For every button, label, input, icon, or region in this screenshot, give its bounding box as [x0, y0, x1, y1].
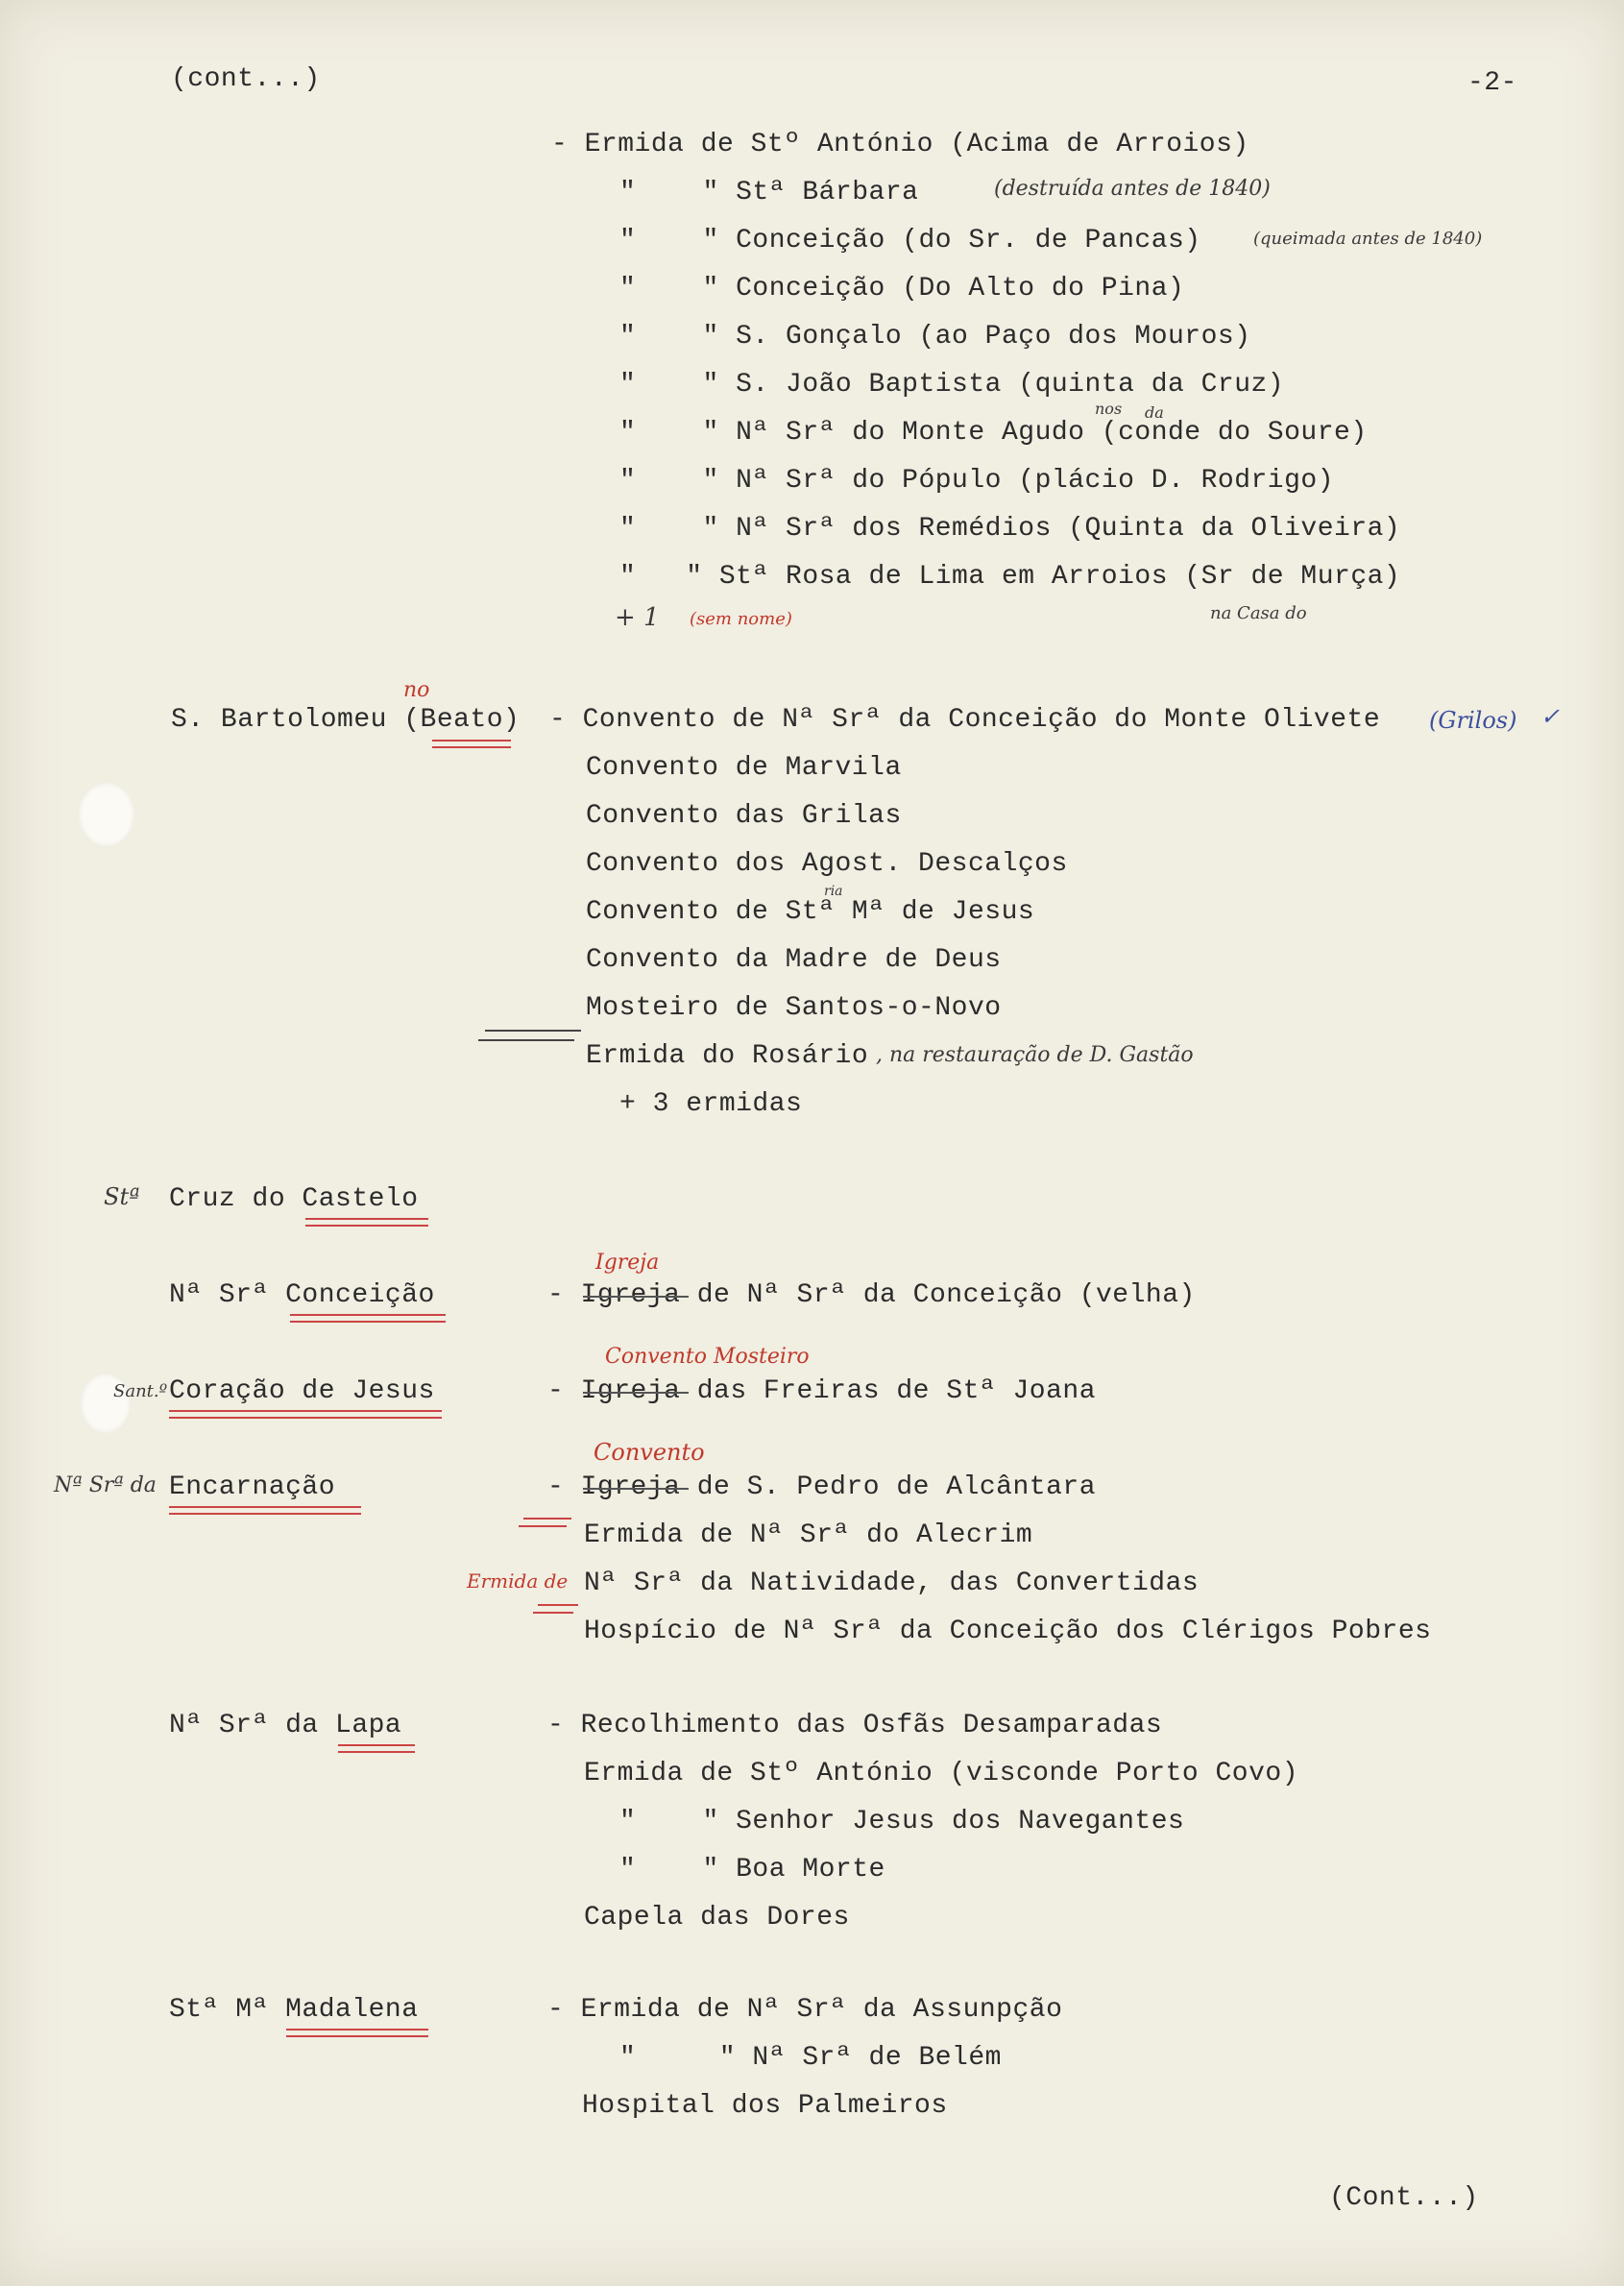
parish-prefix: Nª Srª da	[54, 1473, 157, 1497]
list-item: - Recolhimento das Osfãs Desamparadas	[547, 1711, 1163, 1740]
list-item: Capela das Dores	[584, 1903, 850, 1933]
parish-prefix: Sant.º	[113, 1381, 168, 1401]
parish-name: Encarnação	[169, 1472, 336, 1502]
page-number: -2-	[1467, 68, 1517, 98]
list-item: Mosteiro de Santos-o-Novo	[586, 993, 1002, 1023]
list-item: " " Senhor Jesus dos Navegantes	[619, 1807, 1185, 1836]
handwritten-note: nos	[1095, 400, 1123, 418]
handwritten-correction: Ermida de	[467, 1569, 569, 1593]
handwritten-note: (queimada antes de 1840)	[1253, 229, 1483, 249]
handwritten-note: no	[403, 678, 430, 702]
list-item: - Convento de Nª Srª da Conceição do Monte Olivete	[549, 705, 1381, 735]
list-item: Nª Srª da Natividade, das Convertidas	[584, 1569, 1200, 1598]
parish-name: Nª Srª da Lapa	[169, 1711, 402, 1740]
list-item: - Igreja de Nª Srª da Conceição (velha)	[547, 1280, 1196, 1310]
list-item: Ermida do Rosário	[586, 1041, 869, 1071]
list-item: + 3 ermidas	[619, 1089, 803, 1119]
list-item: " " Nª Srª do Monte Agudo (conde do Soure)	[619, 418, 1368, 448]
punch-hole	[79, 783, 134, 846]
check-icon: ✓	[1540, 703, 1561, 730]
parish-name: Coração de Jesus	[169, 1376, 435, 1406]
list-item: Convento da Madre de Deus	[586, 945, 1002, 975]
list-item: " " Stª Rosa de Lima em Arroios (Sr de Murça)	[619, 562, 1401, 592]
handwritten-correction: Convento Mosteiro	[605, 1345, 810, 1369]
list-item: - Igreja das Freiras de Stª Joana	[547, 1376, 1096, 1406]
handwritten-note: , na restauração de D. Gastão	[876, 1043, 1194, 1067]
list-item: " " Nª Srª de Belém	[619, 2043, 1002, 2073]
handwritten-correction: Igreja	[595, 1251, 660, 1275]
list-item: - Ermida de Nª Srª da Assunpção	[547, 1995, 1063, 2025]
parish-prefix: Stª	[104, 1183, 140, 1210]
handwritten-note: + 1	[615, 603, 660, 632]
list-item: " " Nª Srª do Pópulo (plácio D. Rodrigo)	[619, 466, 1335, 496]
parish-name: Stª Mª Madalena	[169, 1995, 419, 2025]
list-item: " " Nª Srª dos Remédios (Quinta da Oliveira)	[619, 514, 1401, 544]
list-item: Ermida de Stº António (visconde Porto Covo)	[584, 1759, 1299, 1788]
handwritten-note: na Casa do	[1210, 603, 1307, 623]
list-item: " " Conceição (Do Alto do Pina)	[619, 274, 1185, 304]
parish-name: Nª Srª Conceição	[169, 1280, 435, 1310]
list-item: " " Conceição (do Sr. de Pancas)	[619, 226, 1201, 255]
list-item: Convento de Stª Mª de Jesus	[586, 897, 1035, 927]
list-item: - Ermida de Stº António (Acima de Arroios)	[551, 130, 1249, 159]
list-item: " " Stª Bárbara	[619, 178, 919, 207]
list-item: Convento das Grilas	[586, 801, 902, 831]
parish-name: S. Bartolomeu (Beato)	[171, 705, 521, 735]
list-item: Hospital dos Palmeiros	[582, 2091, 948, 2121]
handwritten-note: (destruída antes de 1840)	[994, 177, 1271, 201]
handwritten-note: (Grilos)	[1429, 707, 1517, 734]
handwritten-note: da	[1145, 403, 1164, 422]
parish-name: Cruz do Castelo	[169, 1184, 419, 1214]
list-item: Convento de Marvila	[586, 753, 902, 783]
list-item: Convento dos Agost. Descalços	[586, 849, 1068, 879]
list-item: Ermida de Nª Srª do Alecrim	[584, 1520, 1033, 1550]
list-item: " " Boa Morte	[619, 1855, 885, 1885]
list-item: " " S. Gonçalo (ao Paço dos Mouros)	[619, 322, 1251, 352]
list-item: " " S. João Baptista (quinta da Cruz)	[619, 370, 1285, 400]
list-item: - Igreja de S. Pedro de Alcântara	[547, 1472, 1096, 1502]
handwritten-correction: Convento	[594, 1439, 705, 1466]
list-item: Hospício de Nª Srª da Conceição dos Clérigos Pobres	[584, 1617, 1432, 1646]
footer-cont: (Cont...)	[1329, 2183, 1479, 2213]
header-cont: (cont...)	[171, 64, 321, 94]
handwritten-note: (sem nome)	[690, 609, 792, 629]
handwritten-note: ria	[824, 884, 843, 899]
